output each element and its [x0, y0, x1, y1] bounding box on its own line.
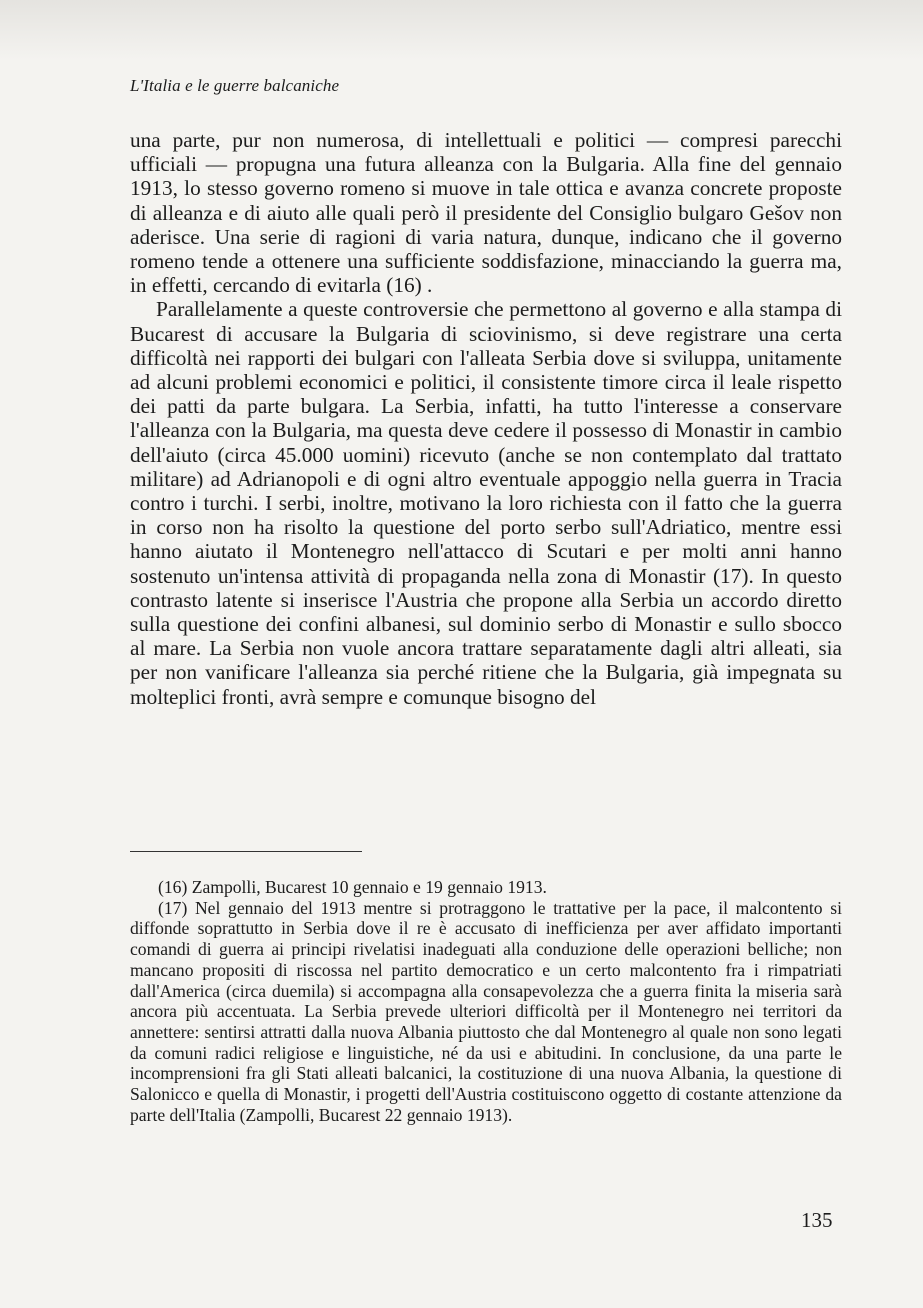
main-text — [130, 128, 842, 709]
footnote-16: (16) Zampolli, Bucarest 10 gennaio e 19 gennaio 1913. — [158, 877, 547, 897]
footnotes — [130, 877, 842, 1125]
body-paragraph-1: una parte, pur non numerosa, di intellettuali e politici — compresi parecchi ufficiali — propugna una futura alleanza con la Bulgaria. Alla fine del gennaio 1913, lo stesso governo romeno si muove in tale ottica e avanza concrete proposte di alleanza e di aiuto alle quali però il presidente del Consiglio bulgaro Gešov non aderisce. Una serie di ragioni di varia natura, dunque, indicano che il governo romeno tende a ottenere una sufficiente soddisfazione, minacciando la guerra ma, in effetti, cercando di evitarla (16) . — [130, 128, 842, 298]
page-edge-shadow — [0, 0, 923, 60]
running-header: L'Italia e le guerre balcaniche — [130, 76, 340, 95]
page-number: 135 — [801, 1208, 833, 1232]
footnote-separator — [130, 851, 362, 852]
footnote-17: (17) Nel gennaio del 1913 mentre si protraggono le trattative per la pace, il malcontento si diffonde soprattutto in Serbia dove il re è accusato di inefficienza per aver affidato importanti comandi di guerra ai principi rivelatisi inadeguati alla conduzione delle operazioni belliche; non mancano propositi di riscossa nel partito democratico e un certo malcontento fra i rimpatriati dall'America (circa duemila) si accompagna alla consapevolezza che a guerra finita la miseria sarà ancora più accentuata. La Serbia prevede ulteriori difficoltà per il Montenegro nei territori da annettere: sentirsi attratti dalla nuova Albania piuttosto che dal Montenegro al quale non sono legati da comuni radici religiose e linguistiche, né da usi e abitudini. In conclusione, da una parte le incomprensioni fra gli Stati alleati balcanici, la costituzione di una nuova Albania, la questione di Salonicco e quella di Monastir, i progetti dell'Austria costituiscono oggetto di costante attenzione da parte dell'Italia (Zampolli, Bucarest 22 gennaio 1913). — [130, 897, 842, 1125]
body-paragraph-2: Parallelamente a queste controversie che permettono al governo e alla stampa di Bucarest di accusare la Bulgaria di sciovinismo, si deve registrare una certa difficoltà nei rapporti dei bulgari con l'alleata Serbia dove si sviluppa, unitamente ad alcuni problemi economici e politici, il consistente timore circa il leale rispetto dei patti da parte bulgara. La Serbia, infatti, ha tutto l'interesse a conservare l'alleanza con la Bulgaria, ma questa deve cedere il possesso di Monastir in cambio dell'aiuto (circa 45.000 uomini) ricevuto (anche se non contemplato dal trattato militare) ad Adrianopoli e di ogni altro eventuale appoggio nella guerra in Tracia contro i turchi. I serbi, inoltre, motivano la loro richiesta con il fatto che la guerra in corso non ha risolto la questione del porto serbo sull'Adriatico, mentre essi hanno aiutato il Montenegro nell'attacco di Scutari e per molti anni hanno sostenuto un'intensa attività di propaganda nella zona di Monastir (17). In questo contrasto latente si inserisce l'Austria che propone alla Serbia un accordo diretto sulla questione dei confini albanesi, sul dominio serbo di Monastir e sullo sbocco al mare. La Serbia non vuole ancora trattare separatamente dagli altri alleati, sia per non vanificare l'alleanza sia perché ritiene che la Bulgaria, già impegnata su molteplici fronti, avrà sempre e comunque bisogno del — [130, 297, 842, 709]
